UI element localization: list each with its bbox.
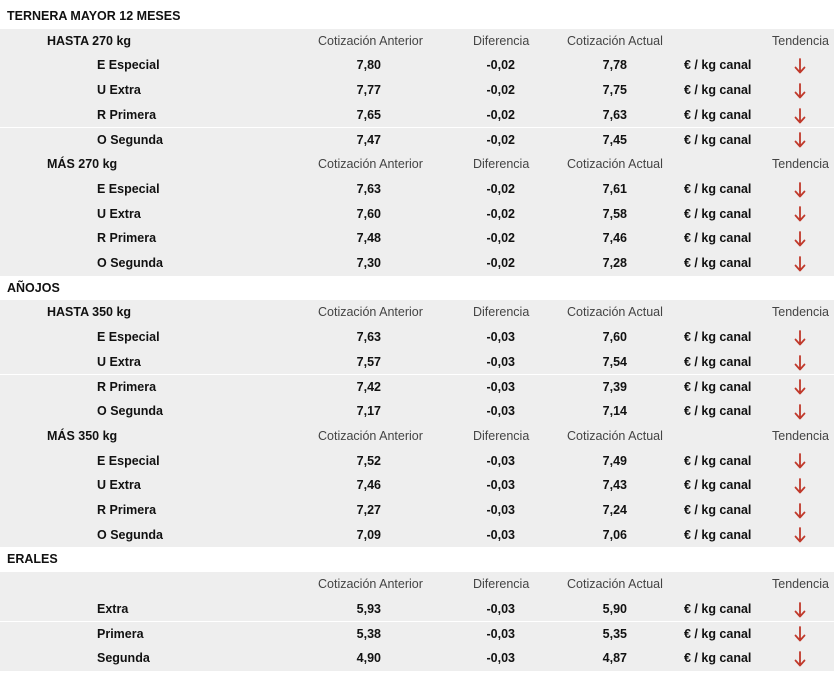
down-arrow-icon	[790, 128, 810, 153]
column-header-diferencia: Diferencia	[473, 428, 530, 443]
price-unit: € / kg canal	[684, 651, 752, 666]
price-difference: -0,03	[486, 330, 515, 345]
section-header	[0, 4, 834, 29]
previous-price: 7,47	[356, 132, 381, 147]
column-header-tendencia: Tendencia	[772, 157, 829, 172]
column-header-anterior: Cotización Anterior	[318, 428, 423, 443]
table-row	[0, 350, 834, 375]
group-label: MÁS 350 kg	[47, 428, 118, 443]
down-arrow-icon	[790, 597, 810, 622]
price-unit: € / kg canal	[684, 626, 752, 641]
down-arrow-icon	[790, 473, 810, 498]
column-header-tendencia: Tendencia	[772, 577, 829, 592]
category-name: E Especial	[97, 330, 160, 345]
price-unit: € / kg canal	[684, 330, 752, 345]
section-header	[0, 276, 834, 301]
previous-price: 7,77	[356, 83, 381, 98]
category-name: E Especial	[97, 58, 160, 73]
table-row	[0, 53, 834, 78]
price-unit: € / kg canal	[684, 83, 752, 98]
price-unit: € / kg canal	[684, 132, 752, 147]
price-unit: € / kg canal	[684, 453, 752, 468]
group-header-row	[0, 152, 834, 177]
column-header-diferencia: Diferencia	[473, 305, 530, 320]
category-name: Segunda	[97, 651, 150, 666]
current-price: 7,39	[602, 379, 627, 394]
current-price: 7,14	[602, 404, 627, 419]
previous-price: 7,42	[356, 379, 381, 394]
price-difference: -0,03	[486, 478, 515, 493]
price-difference: -0,03	[486, 379, 515, 394]
price-difference: -0,03	[486, 453, 515, 468]
price-unit: € / kg canal	[684, 601, 752, 616]
down-arrow-icon	[790, 78, 810, 103]
current-price: 7,78	[602, 58, 627, 73]
price-unit: € / kg canal	[684, 256, 752, 270]
price-unit: € / kg canal	[684, 503, 752, 517]
previous-price: 5,38	[356, 626, 381, 641]
column-header-tendencia: Tendencia	[772, 428, 829, 443]
current-price: 7,24	[602, 503, 627, 517]
column-header-actual: Cotización Actual	[567, 33, 663, 48]
table-row	[0, 128, 834, 153]
category-name: O Segunda	[97, 256, 163, 270]
column-header-actual: Cotización Actual	[567, 428, 663, 443]
down-arrow-icon	[790, 399, 810, 424]
category-name: Extra	[97, 601, 129, 616]
price-difference: -0,02	[486, 206, 515, 221]
price-unit: € / kg canal	[684, 478, 752, 493]
previous-price: 5,93	[356, 601, 381, 616]
price-difference: -0,03	[486, 404, 515, 419]
category-name: Primera	[97, 626, 144, 641]
current-price: 7,54	[602, 354, 627, 369]
category-name: E Especial	[97, 453, 160, 468]
category-name: O Segunda	[97, 527, 163, 542]
table-row	[0, 449, 834, 474]
price-unit: € / kg canal	[684, 107, 752, 122]
category-name: O Segunda	[97, 404, 163, 419]
group-label: HASTA 270 kg	[47, 33, 132, 48]
table-row	[0, 251, 834, 276]
price-difference: -0,02	[486, 107, 515, 122]
previous-price: 7,80	[356, 58, 381, 73]
down-arrow-icon	[790, 177, 810, 202]
group-label: HASTA 350 kg	[47, 305, 132, 320]
current-price: 7,60	[602, 330, 627, 345]
table-row	[0, 202, 834, 227]
price-difference: -0,02	[486, 256, 515, 270]
down-arrow-icon	[790, 226, 810, 251]
previous-price: 7,60	[356, 206, 381, 221]
price-unit: € / kg canal	[684, 181, 752, 196]
category-name: E Especial	[97, 181, 160, 196]
table-row	[0, 523, 834, 548]
category-name: U Extra	[97, 206, 141, 221]
section-title: ERALES	[7, 552, 58, 567]
column-header-actual: Cotización Actual	[567, 157, 663, 172]
section-title: AÑOJOS	[7, 280, 60, 295]
price-difference: -0,03	[486, 503, 515, 517]
price-unit: € / kg canal	[684, 58, 752, 73]
current-price: 7,46	[602, 231, 627, 246]
price-unit: € / kg canal	[684, 206, 752, 221]
down-arrow-icon	[790, 449, 810, 474]
table-row	[0, 177, 834, 202]
category-name: O Segunda	[97, 132, 163, 147]
table-row	[0, 226, 834, 251]
price-unit: € / kg canal	[684, 404, 752, 419]
down-arrow-icon	[790, 375, 810, 400]
group-header-row	[0, 572, 834, 597]
current-price: 7,43	[602, 478, 627, 493]
current-price: 7,45	[602, 132, 627, 147]
price-difference: -0,03	[486, 527, 515, 542]
price-difference: -0,02	[486, 231, 515, 246]
current-price: 5,90	[602, 601, 627, 616]
price-unit: € / kg canal	[684, 354, 752, 369]
price-difference: -0,02	[486, 83, 515, 98]
current-price: 7,75	[602, 83, 627, 98]
previous-price: 4,90	[356, 651, 381, 666]
column-header-anterior: Cotización Anterior	[318, 305, 423, 320]
down-arrow-icon	[790, 646, 810, 671]
down-arrow-icon	[790, 498, 810, 523]
price-unit: € / kg canal	[684, 231, 752, 246]
previous-price: 7,48	[356, 231, 381, 246]
column-header-diferencia: Diferencia	[473, 577, 530, 592]
previous-price: 7,63	[356, 330, 381, 345]
column-header-actual: Cotización Actual	[567, 305, 663, 320]
table-row	[0, 399, 834, 424]
table-row	[0, 473, 834, 498]
table-row	[0, 646, 834, 671]
current-price: 7,58	[602, 206, 627, 221]
current-price: 7,61	[602, 181, 627, 196]
table-row	[0, 597, 834, 622]
column-header-diferencia: Diferencia	[473, 157, 530, 172]
down-arrow-icon	[790, 251, 810, 276]
category-name: U Extra	[97, 478, 141, 493]
previous-price: 7,52	[356, 453, 381, 468]
column-header-anterior: Cotización Anterior	[318, 33, 423, 48]
column-header-anterior: Cotización Anterior	[318, 157, 423, 172]
previous-price: 7,46	[356, 478, 381, 493]
group-header-row	[0, 424, 834, 449]
down-arrow-icon	[790, 53, 810, 78]
category-name: U Extra	[97, 83, 141, 98]
section-title: TERNERA MAYOR 12 MESES	[7, 9, 181, 23]
down-arrow-icon	[790, 523, 810, 548]
category-name: R Primera	[97, 107, 157, 122]
price-difference: -0,03	[486, 651, 515, 666]
down-arrow-icon	[790, 103, 810, 128]
column-header-diferencia: Diferencia	[473, 33, 530, 48]
previous-price: 7,27	[356, 503, 381, 517]
column-header-tendencia: Tendencia	[772, 33, 829, 48]
column-header-anterior: Cotización Anterior	[318, 577, 423, 592]
category-name: R Primera	[97, 231, 157, 246]
current-price: 5,35	[602, 626, 627, 641]
current-price: 7,63	[602, 107, 627, 122]
group-header-row	[0, 300, 834, 325]
current-price: 7,06	[602, 527, 627, 542]
previous-price: 7,30	[356, 256, 381, 270]
category-name: R Primera	[97, 503, 157, 517]
down-arrow-icon	[790, 622, 810, 647]
previous-price: 7,57	[356, 354, 381, 369]
previous-price: 7,65	[356, 107, 381, 122]
price-difference: -0,02	[486, 181, 515, 196]
current-price: 4,87	[602, 651, 627, 666]
price-difference: -0,02	[486, 132, 515, 147]
column-header-actual: Cotización Actual	[567, 577, 663, 592]
price-difference: -0,02	[486, 58, 515, 73]
table-row	[0, 375, 834, 400]
table-row	[0, 325, 834, 350]
current-price: 7,49	[602, 453, 627, 468]
down-arrow-icon	[790, 202, 810, 227]
table-row	[0, 622, 834, 647]
table-row	[0, 78, 834, 103]
group-label: MÁS 270 kg	[47, 157, 118, 172]
price-difference: -0,03	[486, 626, 515, 641]
previous-price: 7,09	[356, 527, 381, 542]
price-unit: € / kg canal	[684, 379, 752, 394]
price-difference: -0,03	[486, 601, 515, 616]
group-header-row	[0, 29, 834, 54]
current-price: 7,28	[602, 256, 627, 270]
previous-price: 7,17	[356, 404, 381, 419]
down-arrow-icon	[790, 325, 810, 350]
price-difference: -0,03	[486, 354, 515, 369]
category-name: R Primera	[97, 379, 157, 394]
down-arrow-icon	[790, 350, 810, 375]
previous-price: 7,63	[356, 181, 381, 196]
section-header	[0, 547, 834, 572]
column-header-tendencia: Tendencia	[772, 305, 829, 320]
table-row	[0, 498, 834, 523]
price-unit: € / kg canal	[684, 527, 752, 542]
category-name: U Extra	[97, 354, 141, 369]
table-row	[0, 103, 834, 128]
